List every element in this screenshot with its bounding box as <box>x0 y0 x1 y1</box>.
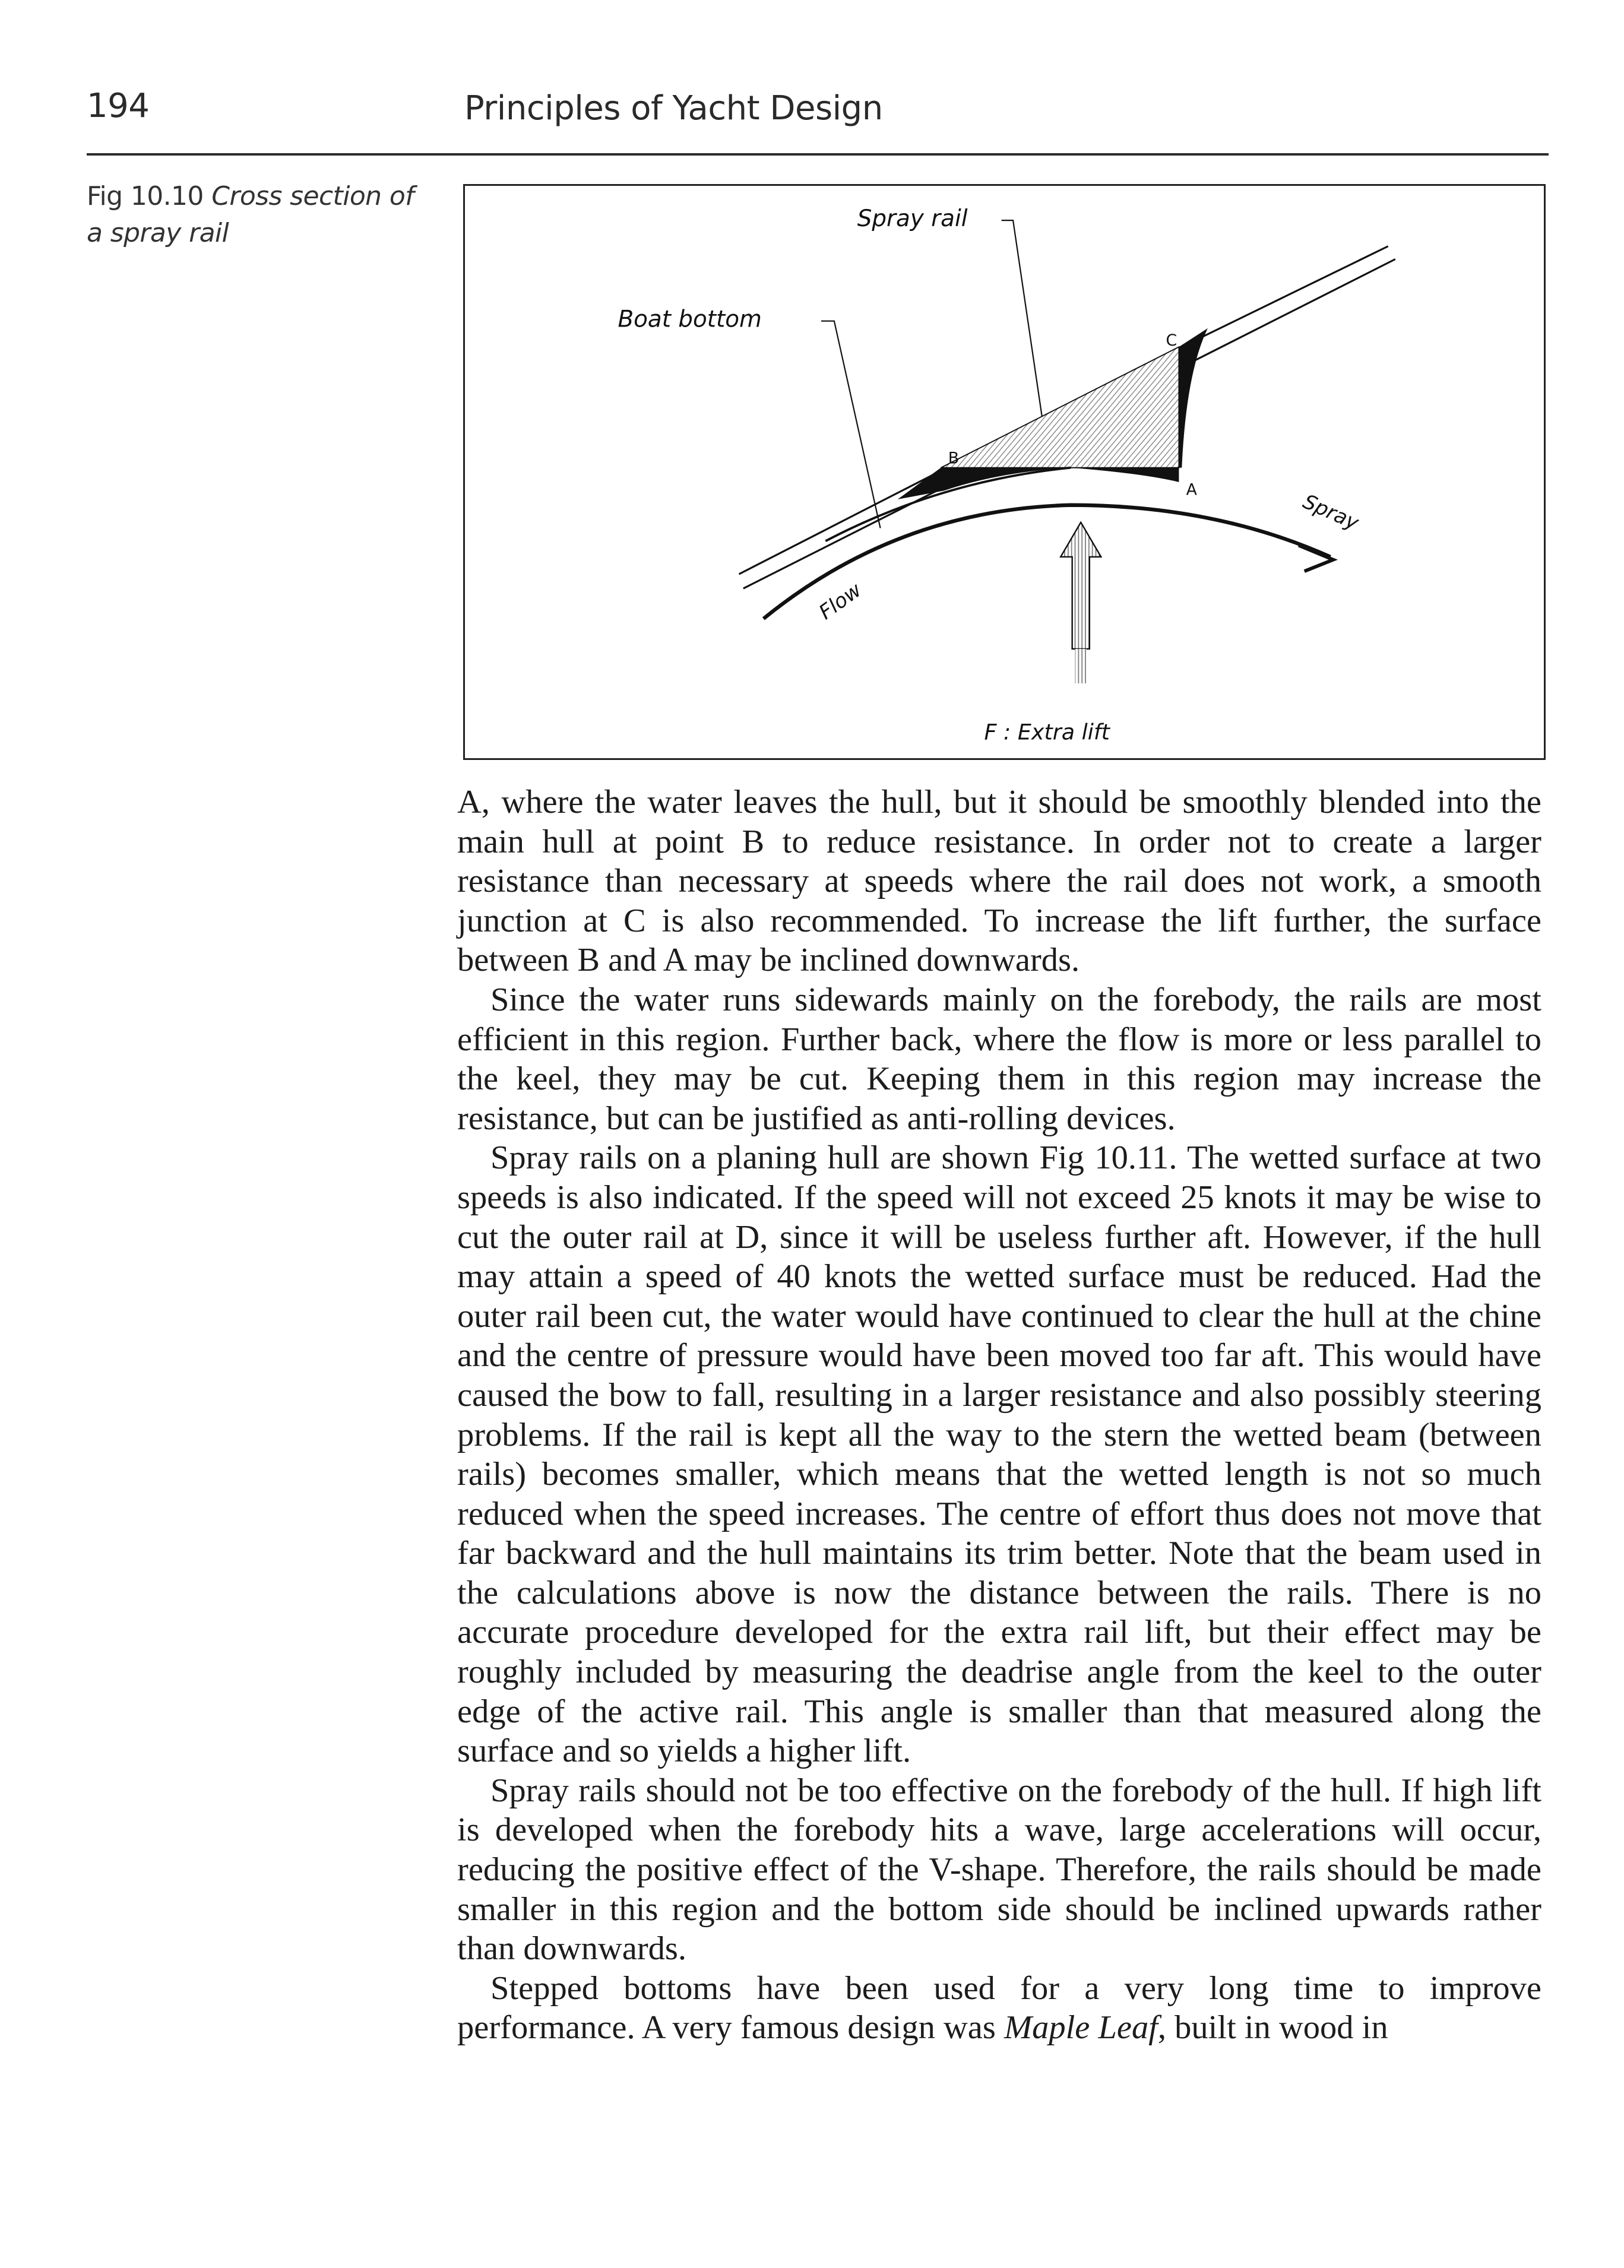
caption-number: Fig 10.10 <box>87 181 204 211</box>
spray-rail-diagram <box>465 186 1544 758</box>
spray-rail-label: Spray rail <box>857 205 968 232</box>
header-rule <box>87 153 1549 156</box>
caption-title: Cross section of a spray rail <box>87 181 414 248</box>
paragraph-1: A, where the water leaves the hull, but it should be smoothly blended into the main hull at point B to reduce resistance. In order not to create a larger resistance than necessary at speeds where the rail does not work, a smooth junction at C is also recommended. To increase the lift further, the surface between B and A may be inclined downwards. <box>457 784 1541 979</box>
blend-fillet-c <box>1179 328 1208 468</box>
body-text <box>457 783 1541 2048</box>
flow-label: Flow <box>815 578 866 625</box>
book-title: Principles of Yacht Design <box>464 89 883 128</box>
paragraph-5-lead: Stepped bottoms have been used for a very long time to improve performance. A very famous design was <box>457 1969 1541 2047</box>
paragraph-3: Spray rails on a planing hull are shown Fig 10.11. The wetted surface at two speeds is also indicated. If the speed will not exceed 25 knots it may be wise to cut the outer rail at D, since it will be useless further aft. However, if the hull may attain a speed of 40 knots the wetted surface must be reduced. Had the outer rail been cut, the water would have continued to clear the hull at the chine and the centre of pressure would have been moved too far aft. This would have caused the bow to fall, resulting in a larger resistance and also possibly steering problems. If the rail is kept all the way to the stern the wetted beam (between rails) becomes smaller, which means that the wetted length is not so much reduced when the speed increases. The centre of effort thus does not move that far backward and the hull maintains its trim better. Note that the beam used in the calculations above is now the distance between the rails. There is no accurate procedure developed for the extra rail lift, but their effect may be roughly included by measuring the deadrise angle from the keel to the outer edge of the active rail. This angle is smaller than that measured along the surface and so yields a higher lift. <box>457 1139 1541 1770</box>
boat-name-maple-leaf: Maple Leaf <box>1004 2009 1158 2047</box>
spray-rail-section <box>941 347 1179 467</box>
boat-bottom-leader <box>821 321 881 528</box>
extra-lift-label: F : Extra lift <box>984 719 1110 745</box>
point-c-label: C <box>1166 331 1177 350</box>
paragraph-5-tail: , built in wood in <box>1157 2009 1388 2047</box>
spray-rail-figure <box>463 184 1546 760</box>
lift-arrow <box>1060 522 1101 683</box>
point-b-label: B <box>948 449 960 468</box>
blend-fillet-a <box>1071 468 1179 482</box>
paragraph-5 <box>457 1969 1541 2048</box>
spray-label: Spray <box>1299 489 1363 536</box>
blend-fillet-b <box>898 468 1071 499</box>
boat-bottom-label: Boat bottom <box>618 306 762 333</box>
paragraph-2: Since the water runs sidewards mainly on the forebody, the rails are most efficient in this region. Further back, where the flow is more or less parallel to the keel, they may be cut. Keeping them in this region may increase the resistance, but can be justified as anti-rolling devices. <box>457 981 1541 1137</box>
page-number: 194 <box>87 87 150 125</box>
paragraph-4: Spray rails should not be too effective on the forebody of the hull. If high lift is developed when the forebody hits a wave, large accelerations will occur, reducing the positive effect of the V-shape. Therefore, the rails should be made smaller in this region and the bottom side should be inclined upwards rather than downwards. <box>457 1772 1541 1968</box>
point-a-label: A <box>1186 480 1197 499</box>
spray-rail-leader <box>1002 220 1042 416</box>
figure-caption <box>87 178 419 252</box>
